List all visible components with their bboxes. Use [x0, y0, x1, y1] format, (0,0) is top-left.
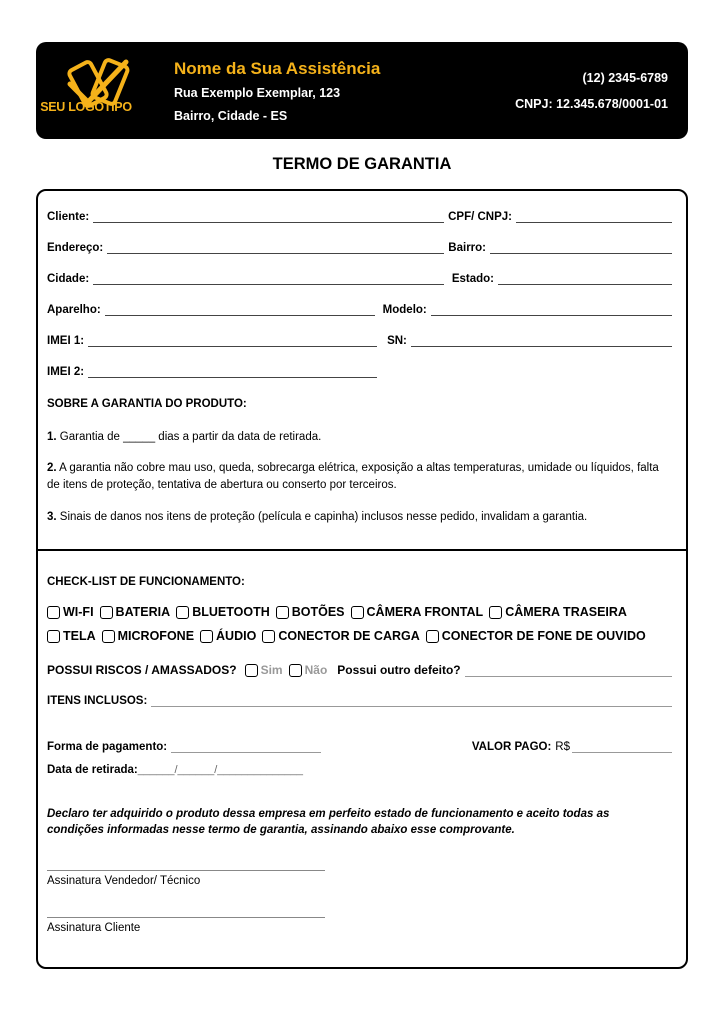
check-audio[interactable]	[200, 629, 256, 643]
warranty-days-blank[interactable]: _____	[123, 431, 156, 443]
checklist-row-2	[47, 629, 652, 643]
check-battery[interactable]	[100, 605, 171, 619]
damage-no-checkbox[interactable]	[289, 664, 302, 677]
warranty-item-2	[47, 460, 672, 494]
checkbox[interactable]	[262, 630, 275, 643]
imei-sn-row	[47, 331, 672, 347]
warranty-item-1-text-a: Garantia de	[59, 431, 120, 443]
cpf-cnpj-field[interactable]	[516, 212, 672, 223]
paid-value-field[interactable]	[572, 742, 672, 753]
check-bluetooth[interactable]	[176, 605, 270, 619]
check-rear-camera[interactable]	[489, 605, 627, 619]
check-label: WI-FI	[63, 605, 94, 619]
pickup-date-row	[47, 760, 672, 776]
damage-question: POSSUI RISCOS / AMASSADOS?	[47, 663, 237, 677]
check-label: BLUETOOTH	[192, 605, 270, 619]
checkbox[interactable]	[47, 630, 60, 643]
neighborhood-label: Bairro:	[448, 242, 486, 254]
imei2-field[interactable]	[88, 367, 377, 378]
check-label: BATERIA	[115, 605, 171, 619]
city-row	[47, 269, 672, 285]
payment-method-label: Forma de pagamento:	[47, 741, 168, 753]
imei2-label: IMEI 2:	[47, 366, 85, 378]
shop-name: Nome da Sua Assistência	[174, 59, 381, 78]
check-label: CONECTOR DE CARGA	[278, 629, 420, 643]
sn-label: SN:	[387, 335, 407, 347]
shop-address-line1: Rua Exemplo Exemplar, 123	[174, 86, 341, 100]
checklist-section	[36, 549, 688, 969]
seller-signature-label: Assinatura Vendedor/ Técnico	[47, 875, 201, 887]
cpf-cnpj-label: CPF/ CNPJ:	[448, 211, 512, 223]
imei2-row	[47, 362, 672, 378]
other-defect-label: Possui outro defeito?	[337, 663, 461, 677]
checkbox[interactable]	[102, 630, 115, 643]
included-row	[47, 691, 672, 707]
warranty-item-3	[47, 509, 672, 526]
model-field[interactable]	[431, 305, 672, 316]
checkbox[interactable]	[276, 606, 289, 619]
client-signature-label: Assinatura Cliente	[47, 922, 141, 934]
client-warranty-section	[36, 189, 688, 551]
model-label: Modelo:	[382, 304, 427, 316]
shop-header	[36, 42, 688, 139]
client-signature-line[interactable]	[47, 917, 325, 918]
city-label: Cidade:	[47, 273, 90, 285]
pickup-date-field[interactable]: ______/______/______________	[137, 764, 303, 776]
address-field[interactable]	[107, 243, 444, 254]
address-row	[47, 238, 672, 254]
checkbox[interactable]	[100, 606, 113, 619]
check-label: CÂMERA TRASEIRA	[505, 605, 627, 619]
warranty-item-2-text: A garantia não cobre mau uso, queda, sobrecarga elétrica, exposição a altas temperaturas, umidade ou líquidos, falta de itens de proteção, tentativa de abertura ou conserto por terceiros.	[47, 462, 659, 491]
checklist-row-1	[47, 605, 633, 619]
checkbox[interactable]	[489, 606, 502, 619]
phone-logo-icon	[52, 54, 148, 130]
city-field[interactable]	[93, 274, 444, 285]
check-label: TELA	[63, 629, 96, 643]
pickup-date-label: Data de retirada:	[47, 764, 138, 776]
check-microphone[interactable]	[102, 629, 194, 643]
check-front-camera[interactable]	[351, 605, 484, 619]
paid-value-label: VALOR PAGO:	[471, 741, 552, 753]
check-headphone-jack[interactable]	[426, 629, 646, 643]
warranty-item-1-number: 1.	[47, 431, 57, 443]
warranty-heading: SOBRE A GARANTIA DO PRODUTO:	[47, 398, 247, 410]
warranty-item-1	[47, 429, 672, 446]
state-label: Estado:	[451, 273, 494, 285]
device-field[interactable]	[105, 305, 375, 316]
client-row	[47, 207, 672, 223]
check-wifi[interactable]	[47, 605, 94, 619]
checkbox[interactable]	[426, 630, 439, 643]
damage-yes-label: Sim	[260, 663, 283, 677]
shop-cnpj: CNPJ: 12.345.678/0001-01	[515, 97, 668, 111]
address-label: Endereço:	[47, 242, 104, 254]
shop-phone: (12) 2345-6789	[582, 71, 668, 85]
neighborhood-field[interactable]	[490, 243, 672, 254]
device-label: Aparelho:	[47, 304, 101, 316]
warranty-item-3-number: 3.	[47, 511, 57, 523]
check-label: BOTÕES	[291, 605, 345, 619]
warranty-item-2-number: 2.	[47, 462, 57, 474]
check-screen[interactable]	[47, 629, 96, 643]
check-label: MICROFONE	[117, 629, 195, 643]
damage-no-label: Não	[304, 663, 328, 677]
damage-row	[47, 661, 672, 677]
client-field[interactable]	[93, 212, 444, 223]
sn-field[interactable]	[411, 336, 672, 347]
damage-yes-checkbox[interactable]	[245, 664, 258, 677]
checklist-heading: CHECK-LIST DE FUNCIONAMENTO:	[47, 576, 245, 588]
checkbox[interactable]	[351, 606, 364, 619]
checkbox[interactable]	[47, 606, 60, 619]
checkbox[interactable]	[200, 630, 213, 643]
other-defect-field[interactable]	[465, 666, 672, 677]
currency-symbol: R$	[555, 741, 570, 753]
state-field[interactable]	[498, 274, 672, 285]
device-row	[47, 300, 672, 316]
included-label: ITENS INCLUSOS:	[47, 695, 148, 707]
seller-signature-line[interactable]	[47, 870, 325, 871]
declaration-text: Declaro ter adquirido o produto dessa empresa em perfeito estado de funcionamento e aceito todas as condições informadas nesse termo de garantia, assinando abaixo esse comprovante.	[47, 808, 610, 836]
warranty-item-3-text: Sinais de danos nos itens de proteção (película e capinha) inclusos nesse pedido, invalidam a garantia.	[59, 511, 588, 523]
logo-text: SEU LOGOTIPO	[40, 100, 132, 114]
checkbox[interactable]	[176, 606, 189, 619]
payment-method-field[interactable]	[171, 742, 321, 753]
check-buttons[interactable]	[276, 605, 345, 619]
check-label: CÂMERA FRONTAL	[366, 605, 484, 619]
included-field[interactable]	[151, 696, 672, 707]
shop-address-line2: Bairro, Cidade - ES	[174, 109, 288, 123]
check-label: CONECTOR DE FONE DE OUVIDO	[441, 629, 646, 643]
payment-row	[47, 737, 672, 753]
warranty-item-1-text-b: dias a partir da data de retirada.	[158, 431, 322, 443]
document-title: TERMO DE GARANTIA	[272, 155, 452, 173]
imei1-label: IMEI 1:	[47, 335, 85, 347]
check-charging-port[interactable]	[262, 629, 419, 643]
check-label: ÁUDIO	[216, 629, 257, 643]
imei1-field[interactable]	[88, 336, 377, 347]
client-label: Cliente:	[47, 211, 90, 223]
